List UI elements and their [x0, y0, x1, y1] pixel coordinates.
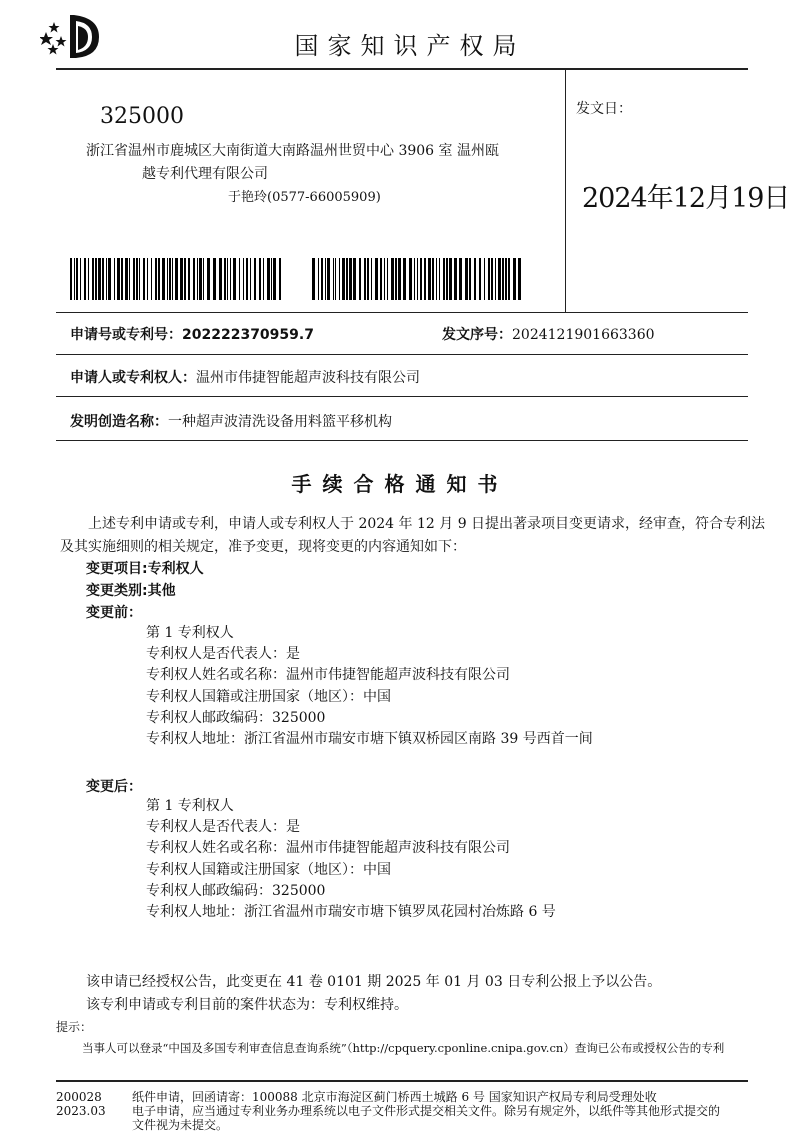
before-label: 变更前： — [86, 605, 142, 621]
barcode-bar — [143, 258, 145, 300]
tip-label: 提示： — [56, 1020, 93, 1034]
barcode-bar — [207, 258, 210, 300]
barcode-bar — [259, 258, 261, 300]
cnipa-logo-icon — [40, 10, 104, 62]
serial-number-value: 2024121901663360 — [512, 327, 655, 343]
barcode-bar — [384, 258, 385, 300]
barcode-bar — [469, 258, 471, 300]
recipient-postal-code: 325000 — [100, 104, 184, 129]
barcode-bar — [84, 258, 86, 300]
invention-value: 一种超声波清洗设备用料篮平移机构 — [168, 414, 392, 430]
barcode-bar — [505, 258, 507, 300]
barcode-bar — [230, 258, 231, 300]
barcode-bar — [502, 258, 504, 300]
announcement: 该申请已经授权公告，此变更在 41 卷 0101 期 2025 年 01 月 03 日专利公报上予以公告。 — [86, 974, 662, 990]
barcode-bar — [346, 258, 348, 300]
barcode-bar — [498, 258, 501, 300]
barcode-bar — [371, 258, 372, 300]
barcode-bar — [169, 258, 171, 300]
barcode-bar — [129, 258, 130, 300]
barcode-bar — [162, 258, 165, 300]
barcode-bar — [349, 258, 352, 300]
barcode-bar — [449, 258, 452, 300]
electronic-submission-note-2: 文件视为未提交。 — [132, 1118, 229, 1132]
notice-title: 手续合格通知书 — [291, 472, 509, 496]
barcode-bar — [513, 258, 516, 300]
barcode-bar — [121, 258, 123, 300]
barcode-bar — [246, 258, 248, 300]
office-name: 国家知识产权局 — [294, 32, 526, 60]
barcode-bar — [102, 258, 104, 300]
row-rule-3 — [56, 440, 748, 441]
barcode-bar — [454, 258, 457, 300]
barcode-bar — [193, 258, 195, 300]
barcode-bar — [213, 258, 216, 300]
applicant-row — [70, 367, 420, 387]
barcode-bar — [474, 258, 476, 300]
after-line: 第 1 专利权人 — [146, 798, 234, 814]
barcode-bar — [335, 258, 336, 300]
applicant-value: 温州市伟捷智能超声波科技有限公司 — [196, 370, 420, 386]
case-status: 该专利申请或专利目前的案件状态为：专利权维持。 — [86, 997, 408, 1013]
barcode-bar — [339, 258, 340, 300]
barcode-bar — [395, 258, 397, 300]
recipient-address — [86, 140, 526, 186]
barcode-bar — [439, 258, 440, 300]
barcode-bar — [495, 258, 496, 300]
barcode-bar — [158, 258, 160, 300]
invention-row — [70, 411, 392, 431]
row-rule-2 — [56, 396, 748, 397]
barcode-bar — [518, 258, 521, 300]
barcode-bar — [233, 258, 236, 300]
application-number-label: 申请号或专利号： — [70, 327, 182, 343]
barcode-bar — [267, 258, 270, 300]
barcode-bar — [239, 258, 240, 300]
barcode-bar — [175, 258, 178, 300]
barcode-bar — [312, 258, 315, 300]
before-line: 专利权人国籍或注册国家（地区）：中国 — [146, 688, 391, 705]
form-version: 2023.03 — [56, 1104, 106, 1118]
barcode-bar — [70, 258, 72, 300]
barcode-bar — [465, 258, 468, 300]
barcode-bar — [114, 258, 115, 300]
barcode-bar — [428, 258, 431, 300]
form-code: 200028 — [56, 1090, 102, 1104]
address-line-1: 浙江省温州市鹿城区大南街道大南路温州世贸中心 3906 室 温州瓯 — [86, 143, 499, 159]
after-label: 变更后： — [86, 779, 142, 795]
barcode-bar — [250, 258, 251, 300]
barcode-bar — [167, 258, 168, 300]
after-details — [146, 796, 556, 923]
barcode-bar — [409, 258, 412, 300]
barcode-bar — [219, 258, 222, 300]
barcode-bar — [488, 258, 490, 300]
barcode-bar — [364, 258, 366, 300]
before-line: 第 1 专利权人 — [146, 625, 234, 641]
tip-text: 当事人可以登录“中国及多国专利审查信息查询系统”（http://cpquery.cponline.cnipa.gov.cn）查询已公布或授权公告的专利 — [82, 1041, 725, 1055]
barcode-bar — [106, 258, 107, 300]
barcode-bar — [151, 258, 152, 300]
barcode-bar — [333, 258, 334, 300]
barcode-bar — [443, 258, 445, 300]
barcode-bar — [92, 258, 94, 300]
barcode-bar — [432, 258, 434, 300]
barcode-bar — [80, 258, 81, 300]
barcode-bar — [424, 258, 426, 300]
barcode-bar — [359, 258, 361, 300]
barcode-bar — [279, 258, 281, 300]
recipient-agent: 于艳玲(0577-66005909) — [228, 190, 381, 205]
barcode-bar — [227, 258, 228, 300]
barcode-bar — [139, 258, 140, 300]
serial-number-label: 发文序号： — [442, 327, 512, 343]
barcode-bar — [417, 258, 418, 300]
before-line: 专利权人是否代表人：是 — [146, 646, 300, 663]
dispatch-date-label: 发文日： — [576, 101, 632, 117]
barcode-bar — [224, 258, 226, 300]
barcode-bar — [88, 258, 89, 300]
barcode-right — [312, 258, 522, 300]
barcode-bar — [184, 258, 186, 300]
change-item: 变更项目:专利权人 — [86, 561, 204, 577]
barcode-bar — [325, 258, 326, 300]
after-line: 专利权人国籍或注册国家（地区）：中国 — [146, 861, 391, 878]
barcode-bar — [136, 258, 138, 300]
barcode-bar — [203, 258, 204, 300]
barcode-bar — [108, 258, 111, 300]
barcode-bar — [95, 258, 97, 300]
barcode-bar — [172, 258, 173, 300]
footer-rule — [56, 1080, 748, 1082]
after-line: 专利权人邮政编码：325000 — [146, 882, 326, 899]
barcode-bar — [391, 258, 394, 300]
change-type: 变更类别:其他 — [86, 583, 176, 599]
before-details — [146, 623, 593, 750]
barcode-bar — [342, 258, 345, 300]
barcode-bar — [484, 258, 485, 300]
barcode-bar — [243, 258, 244, 300]
barcode-bar — [197, 258, 198, 300]
before-line: 专利权人邮政编码：325000 — [146, 709, 326, 726]
date-column-divider — [565, 70, 566, 312]
barcode-bar — [125, 258, 128, 300]
barcode-bar — [188, 258, 190, 300]
barcode-bar — [380, 258, 382, 300]
barcode-bar — [403, 258, 406, 300]
barcode-bar — [508, 258, 510, 300]
barcode-bar — [199, 258, 202, 300]
barcode-bar — [367, 258, 369, 300]
invention-label: 发明创造名称： — [70, 414, 168, 430]
barcode-bar — [446, 258, 448, 300]
after-line: 专利权人是否代表人：是 — [146, 819, 300, 836]
barcode-bar — [375, 258, 378, 300]
barcode-bar — [117, 258, 120, 300]
barcode-bar — [420, 258, 422, 300]
after-line: 专利权人姓名或名称：温州市伟捷智能超声波科技有限公司 — [146, 840, 510, 857]
address-line-2: 越专利代理有限公司 — [142, 166, 268, 182]
barcode-bar — [76, 258, 78, 300]
barcode-bar — [74, 258, 75, 300]
barcode-bar — [133, 258, 135, 300]
barcode-bar — [273, 258, 276, 300]
barcode-bar — [180, 258, 183, 300]
notice-intro: 上述专利申请或专利，申请人或专利权人于 2024 年 12 月 9 日提出著录项目变更请求，经审查，符合专利法及其实施细则的相关规定，准予变更，现将变更的内容通知如下： — [60, 516, 766, 555]
barcode-bar — [459, 258, 462, 300]
row-rule-1 — [56, 354, 748, 355]
barcode-bar — [263, 258, 264, 300]
barcode-bar — [398, 258, 401, 300]
barcode-bar — [271, 258, 272, 300]
serial-number-row — [442, 324, 655, 344]
application-number-value: 202222370959.7 — [182, 327, 314, 343]
barcode-bar — [254, 258, 256, 300]
applicant-label: 申请人或专利权人： — [70, 370, 196, 386]
barcode-bar — [414, 258, 415, 300]
header-rule — [56, 68, 748, 70]
barcode-bar — [436, 258, 437, 300]
barcode-bar — [353, 258, 356, 300]
paper-submission-note: 纸件申请，回函请寄：100088 北京市海淀区蓟门桥西土城路 6 号 国家知识产权局专利局受理处收 — [132, 1090, 657, 1104]
barcode-bar — [387, 258, 388, 300]
barcode-bar — [479, 258, 481, 300]
dispatch-date: 2024年12月19日 — [582, 183, 790, 214]
barcode-bar — [147, 258, 148, 300]
barcode-bar — [321, 258, 323, 300]
after-line: 专利权人地址：浙江省温州市瑞安市塘下镇罗凤花园村冶炼路 6 号 — [146, 904, 556, 921]
barcode-bar — [318, 258, 319, 300]
before-line: 专利权人地址：浙江省温州市瑞安市塘下镇双桥园区南路 39 号西首一间 — [146, 731, 593, 748]
barcode-bar — [155, 258, 157, 300]
electronic-submission-note-1: 电子申请，应当通过专利业务办理系统以电子文件形式提交相关文件。除另有规定外，以纸件等其他形式提交的 — [132, 1104, 721, 1118]
barcode-left — [70, 258, 284, 300]
barcode-bar — [327, 258, 330, 300]
recipient-block-rule — [56, 312, 748, 313]
barcode-bar — [98, 258, 101, 300]
before-line: 专利权人姓名或名称：温州市伟捷智能超声波科技有限公司 — [146, 667, 510, 684]
application-number-row — [70, 324, 314, 344]
barcode-bar — [491, 258, 493, 300]
